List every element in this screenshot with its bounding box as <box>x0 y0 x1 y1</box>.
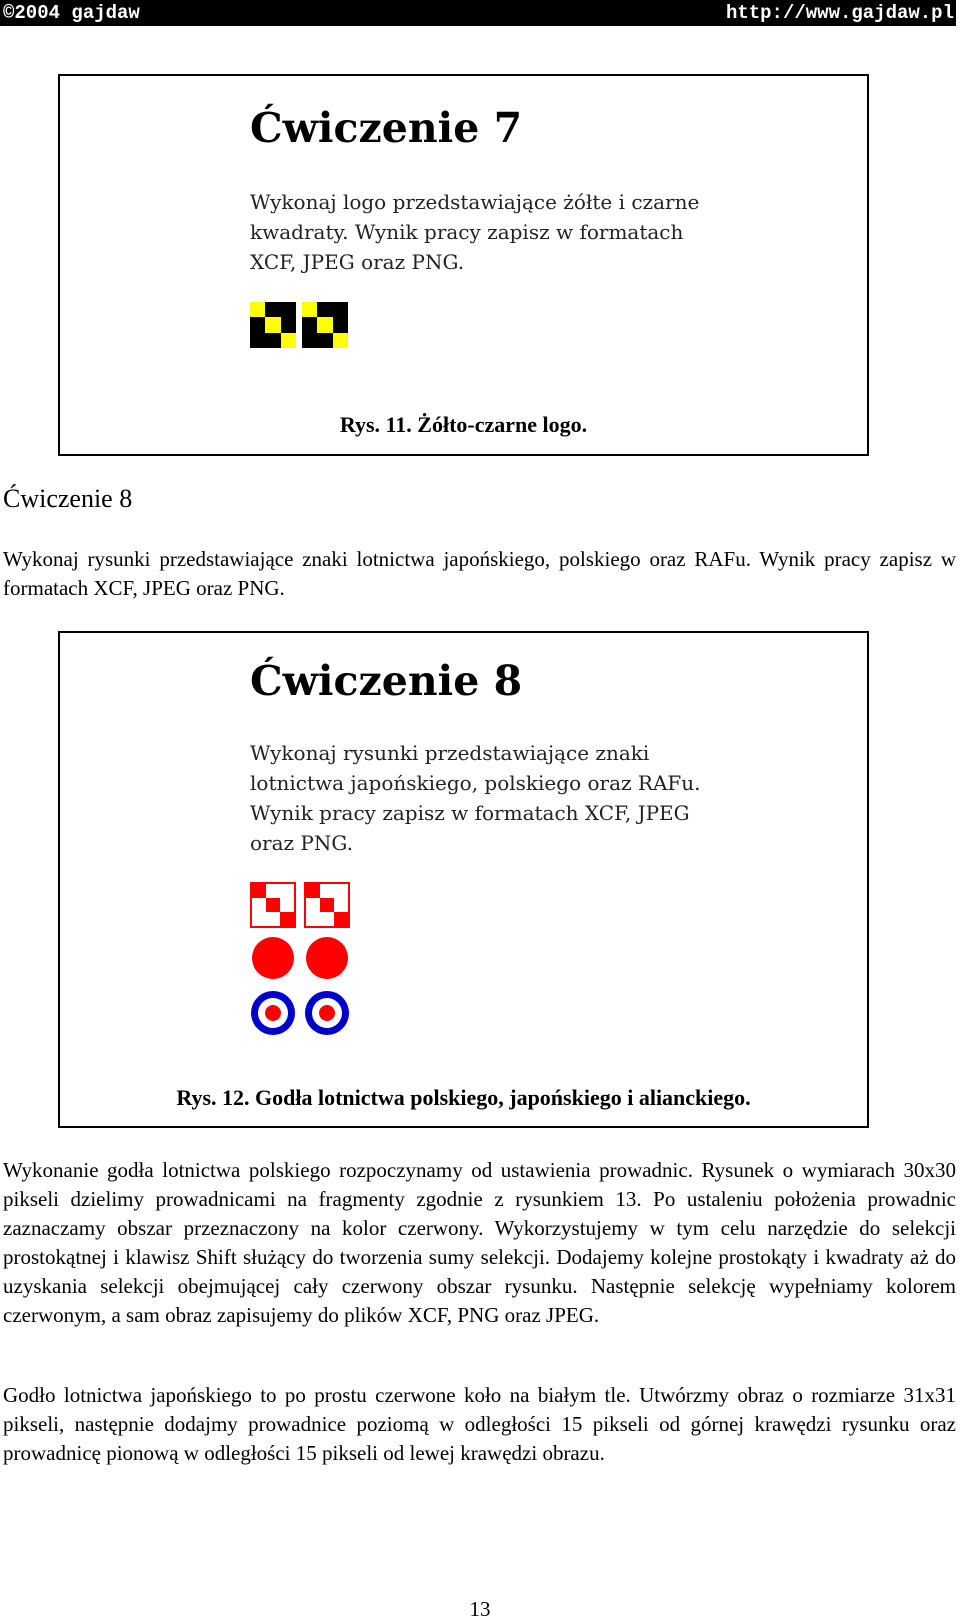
figure-12-line: Wynik pracy zapisz w formatach XCF, JPEG <box>250 801 690 825</box>
polish-checkerboard-icon <box>251 883 295 927</box>
logo-square-yellow <box>302 302 317 317</box>
figure-12-line: lotnictwa japońskiego, polskiego oraz RAFu. <box>250 771 701 795</box>
body-paragraph: Wykonanie godła lotnictwa polskiego rozpoczynamy od ustawienia prowadnic. Rysunek o wymiarach 30x30 pikseli dzielimy prowadnicami na fragmenty zgodnie z rysunkiem 13. Po ustaleniu położenia prowadnic zaznaczamy obszar przeznaczony na kolor czerwony. Wykorzystujemy w tym celu narzędzie do selekcji prostokątnej i klawisz Shift służący do tworzenia sumy selekcji. Dodajemy kolejne prostokąty i kwadraty aż do uzyskania selekcji obejmującej cały czerwony obszar rysunku. Następnie selekcję wypełniamy kolorem czerwonym, a sam obraz zapisujemy do plików XCF, PNG oraz JPEG. <box>3 1158 956 1327</box>
logo-square-yellow <box>333 333 348 348</box>
figure-12-line: oraz PNG. <box>250 831 353 855</box>
figure-12-line: Wykonaj rysunki przedstawiające znaki <box>250 741 650 765</box>
yellow-black-logo <box>250 302 350 350</box>
figure-12-caption: Rys. 12. Godła lotnictwa polskiego, japońskiego i alianckiego. <box>176 1085 751 1110</box>
figure-12-frame <box>58 631 869 1128</box>
figure-12-text <box>250 738 701 858</box>
figure-11-caption: Rys. 11. Żółto-czarne logo. <box>339 412 588 437</box>
logo-square-yellow <box>281 333 296 348</box>
polish-checkerboard-icon <box>305 883 349 927</box>
logo-square-2 <box>302 302 348 348</box>
figure-11-line: XCF, JPEG oraz PNG. <box>250 250 465 274</box>
figure-11-frame <box>58 74 869 456</box>
raf-roundel-icon <box>251 991 295 1035</box>
figure-11-text <box>250 187 699 277</box>
section-intro: Wykonaj rysunki przedstawiające znaki lotnictwa japońskiego, polskiego oraz RAFu. Wynik pracy zapisz w formatach XCF, JPEG oraz PNG. <box>3 547 956 600</box>
logo-square-yellow <box>265 317 281 333</box>
section-heading: Ćwiczenie 8 <box>3 484 133 513</box>
logo-square-yellow <box>250 302 265 317</box>
figure-12-title: Ćwiczenie 8 <box>250 657 523 705</box>
japanese-roundel-icon <box>306 937 348 979</box>
copyright-text: ©2004 gajdaw <box>3 2 140 24</box>
figure-11-line: kwadraty. Wynik pracy zapisz w formatach <box>250 220 684 244</box>
figure-11-title: Ćwiczenie 7 <box>250 104 523 152</box>
japanese-roundel-icon <box>252 937 294 979</box>
body-paragraph: Godło lotnictwa japońskiego to po prostu czerwone koło na białym tle. Utwórzmy obraz o rozmiarze 31x31 pikseli, następnie dodajmy prowadnice poziomą w odległości 15 pikseli od górnej krawędzi rysunku oraz prowadnicę pionową w odległości 15 pikseli od lewej krawędzi obrazu. <box>3 1383 956 1465</box>
header-bar <box>0 0 956 26</box>
website-url: http://www.gajdaw.pl <box>725 2 954 24</box>
figure-11-line: Wykonaj logo przedstawiające żółte i czarne <box>250 190 700 214</box>
air-force-roundels <box>250 882 350 1038</box>
logo-square-1 <box>250 302 296 348</box>
raf-roundel-icon <box>305 991 349 1035</box>
page-number: 13 <box>469 1597 491 1621</box>
logo-square-yellow <box>317 317 333 333</box>
